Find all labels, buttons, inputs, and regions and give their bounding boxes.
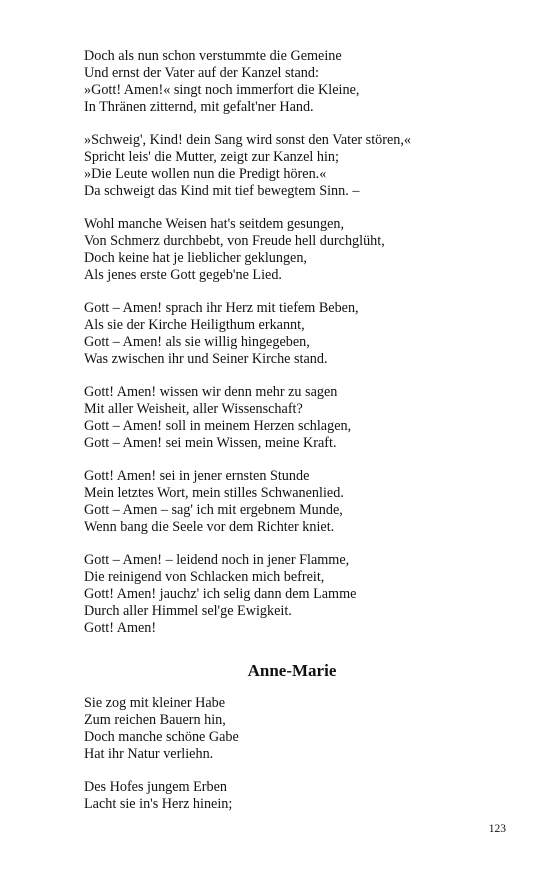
verse-line: Doch manche schöne Gabe <box>84 729 239 745</box>
poem-title: Anne-Marie <box>247 661 337 680</box>
verse-line: »Gott! Amen!« singt noch immerfort die Kleine, <box>84 82 360 98</box>
verse-line: Gott – Amen! soll in meinem Herzen schlagen, <box>84 418 352 434</box>
stanza <box>84 132 504 200</box>
verse-line: Gott – Amen! sprach ihr Herz mit tiefem Beben, <box>84 300 359 316</box>
verse-line: Des Hofes jungem Erben <box>84 779 228 795</box>
verse-line: Gott – Amen! als sie willig hingegeben, <box>84 334 310 350</box>
verse-line: Und ernst der Vater auf der Kanzel stand: <box>84 65 319 81</box>
verse-line: Als jenes erste Gott gegeb'ne Lied. <box>84 267 282 283</box>
stanza <box>84 695 504 763</box>
verse-line: Gott – Amen – sag' ich mit ergebnem Munde, <box>84 502 343 518</box>
stanza <box>84 48 504 116</box>
verse-line: Gott! Amen! wissen wir denn mehr zu sagen <box>84 384 338 400</box>
verse-line: Gott – Amen! sei mein Wissen, meine Kraft. <box>84 435 337 451</box>
verse-line: Mit aller Weisheit, aller Wissenschaft? <box>84 401 303 417</box>
verse-line: Da schweigt das Kind mit tief bewegtem Sinn. – <box>84 183 360 199</box>
stanza <box>84 300 504 368</box>
verse-line: Spricht leis' die Mutter, zeigt zur Kanzel hin; <box>84 149 339 165</box>
stanza <box>84 468 504 536</box>
poem-anne-marie <box>84 695 504 813</box>
verse-line: Die reinigend von Schlacken mich befreit, <box>84 569 325 585</box>
verse-line: Zum reichen Bauern hin, <box>84 712 226 728</box>
stanza <box>84 216 504 284</box>
verse-line: Wenn bang die Seele vor dem Richter kniet. <box>84 519 335 535</box>
verse-line: Gott! Amen! <box>84 620 157 636</box>
poem-continued <box>84 48 504 637</box>
stanza <box>84 552 504 637</box>
verse-line: Gott! Amen! jauchz' ich selig dann dem Lamme <box>84 586 357 602</box>
verse-line: »Schweig', Kind! dein Sang wird sonst den Vater stören,« <box>84 132 411 148</box>
page-text-block <box>84 48 504 829</box>
verse-line: Als sie der Kirche Heiligthum erkannt, <box>84 317 305 333</box>
verse-line: Mein letztes Wort, mein stilles Schwanenlied. <box>84 485 344 501</box>
verse-line: In Thränen zitternd, mit gefalt'ner Hand. <box>84 99 314 115</box>
verse-line: Gott! Amen! sei in jener ernsten Stunde <box>84 468 310 484</box>
stanza <box>84 779 504 813</box>
verse-line: Durch aller Himmel sel'ge Ewigkeit. <box>84 603 292 619</box>
verse-line: Sie zog mit kleiner Habe <box>84 695 226 711</box>
verse-line: Von Schmerz durchbebt, von Freude hell durchglüht, <box>84 233 385 249</box>
verse-line: »Die Leute wollen nun die Predigt hören.« <box>84 166 327 182</box>
page-number: 123 <box>488 823 506 835</box>
verse-line: Hat ihr Natur verliehn. <box>84 746 214 762</box>
verse-line: Was zwischen ihr und Seiner Kirche stand. <box>84 351 328 367</box>
verse-line: Lacht sie in's Herz hinein; <box>84 796 233 812</box>
verse-line: Gott – Amen! – leidend noch in jener Flamme, <box>84 552 350 568</box>
stanza <box>84 384 504 452</box>
verse-line: Doch als nun schon verstummte die Gemeine <box>84 48 342 64</box>
verse-line: Wohl manche Weisen hat's seitdem gesungen, <box>84 216 345 232</box>
verse-line: Doch keine hat je lieblicher geklungen, <box>84 250 307 266</box>
